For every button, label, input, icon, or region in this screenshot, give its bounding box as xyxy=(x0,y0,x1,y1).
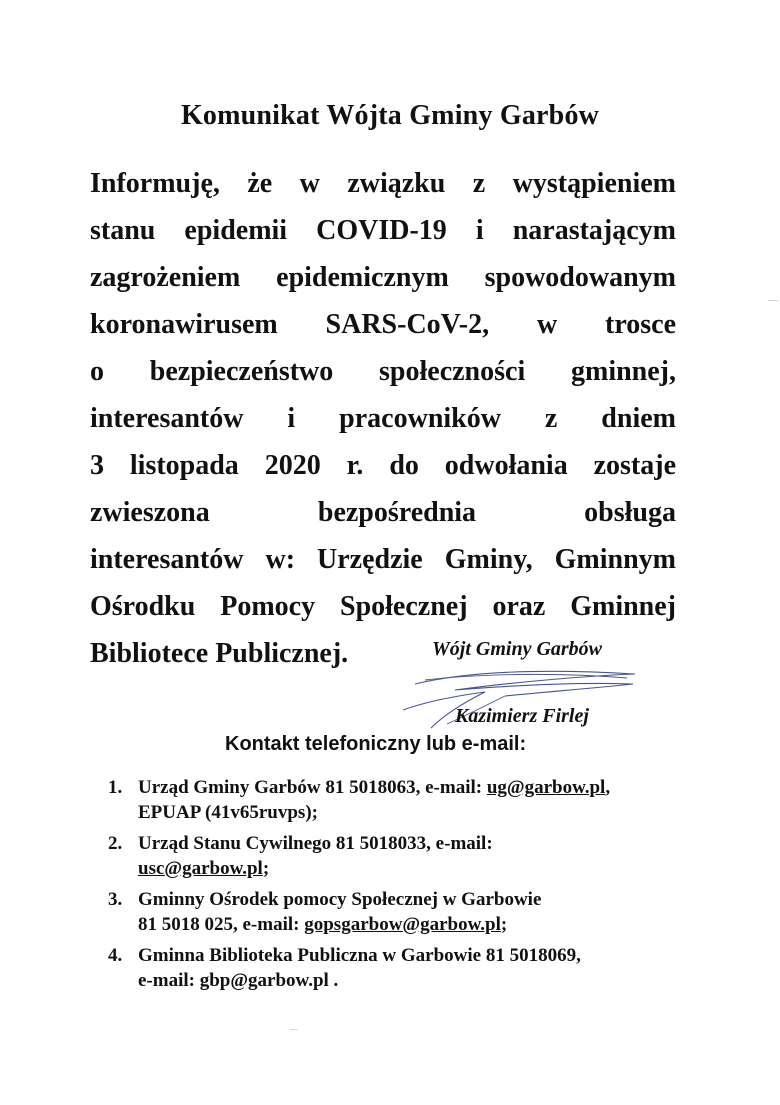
contact-punct: , xyxy=(605,777,611,798)
contact-text: 81 5018 025, e-mail: xyxy=(138,914,305,935)
contact-punct: ; xyxy=(500,914,508,935)
contact-line: EPUAP (41v65ruvps); xyxy=(138,802,318,823)
list-item xyxy=(108,831,688,881)
body-line: stanu epidemii COVID-19 i narastającym xyxy=(90,215,676,246)
list-number: 2. xyxy=(108,833,123,854)
email-link[interactable]: usc@garbow.pl xyxy=(138,858,263,879)
body-line: zagrożeniem epidemicznym spowodowanym xyxy=(90,262,676,293)
document-title: Komunikat Wójta Gminy Garbów xyxy=(180,100,600,131)
body-line: Ośrodku Pomocy Społecznej oraz Gminnej xyxy=(90,591,676,622)
body-line: koronawirusem SARS-CoV-2, w trosce xyxy=(90,309,676,340)
list-item xyxy=(108,887,688,937)
body-line: interesantów i pracowników z dniem xyxy=(90,403,676,434)
list-number: 1. xyxy=(108,777,123,798)
contact-line: Gminna Biblioteka Publiczna w Garbowie 81 5018069, xyxy=(138,945,581,966)
body-line: o bezpieczeństwo społeczności gminnej, xyxy=(90,356,676,387)
contact-heading: Kontakt telefoniczny lub e-mail: xyxy=(225,733,527,755)
signatory-name: Kazimierz Firlej xyxy=(455,705,589,727)
email-link[interactable]: gopsgarbow@garbow.pl xyxy=(304,914,501,935)
list-number: 3. xyxy=(108,889,123,910)
contact-line xyxy=(138,856,688,881)
contact-line: Gminny Ośrodek pomocy Społecznej w Garbowie xyxy=(138,889,542,910)
body-line: zwieszona bezpośrednia obsługa xyxy=(90,497,676,528)
list-number: 4. xyxy=(108,945,123,966)
contact-line xyxy=(138,912,688,937)
contact-punct: ; xyxy=(262,858,270,879)
body-line: Bibliotece Publicznej. xyxy=(90,638,349,669)
body-line: 3 listopada 2020 r. do odwołania zostaje xyxy=(90,450,676,481)
scan-speck xyxy=(768,300,778,301)
scan-speck xyxy=(290,1029,298,1030)
contact-text: Urząd Gminy Garbów 81 5018063, e-mail: xyxy=(138,777,487,798)
list-item xyxy=(108,775,688,825)
list-item xyxy=(108,943,688,993)
contact-line: e-mail: gbp@garbow.pl . xyxy=(138,970,339,991)
contact-line: Urząd Stanu Cywilnego 81 5018033, e-mail: xyxy=(138,833,493,854)
contact-line xyxy=(138,775,688,800)
body-line: Informuję, że w związku z wystąpieniem xyxy=(90,168,676,199)
signatory-title: Wójt Gminy Garbów xyxy=(432,638,603,660)
body-line: interesantów w: Urzędzie Gminy, Gminnym xyxy=(90,544,676,575)
announcement-body xyxy=(90,160,676,677)
contact-list xyxy=(108,775,688,999)
email-link[interactable]: ug@garbow.pl xyxy=(486,777,606,798)
